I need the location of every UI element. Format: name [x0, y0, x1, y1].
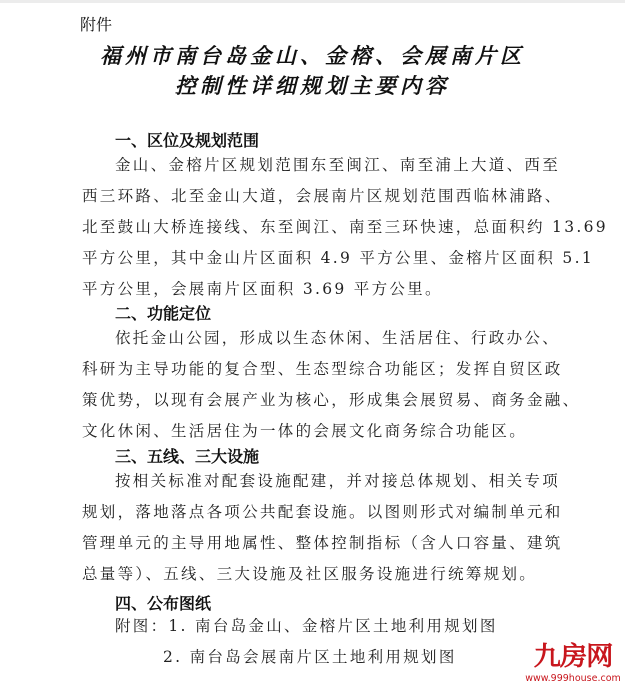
drawing-list-item: 2. 南台岛会展南片区土地利用规划图 — [163, 648, 457, 666]
section-body-function — [82, 323, 581, 447]
paragraph-line: 按相关标准对配套设施配建，并对接总体规划、相关专项 — [115, 472, 561, 490]
section-body-location — [82, 150, 608, 305]
section-heading-drawings: 四、公布图纸 — [115, 594, 212, 613]
paragraph-line: 西三环路、北至金山大道，会展南片区规划范围西临林浦路、 — [82, 187, 563, 205]
paragraph-line: 规划，落地落点各项公共配套设施。以图则形式对编制单元和 — [82, 503, 563, 521]
top-border — [0, 0, 625, 3]
paragraph-line: 北至鼓山大桥连接线、东至闽江、南至三环快速，总面积约 13.69 — [82, 218, 608, 236]
section-heading-function: 二、功能定位 — [115, 304, 212, 323]
section-heading-location: 一、区位及规划范围 — [115, 131, 260, 150]
section-body-drawings — [115, 611, 585, 673]
paragraph-line: 科研为主导功能的复合型、生态型综合功能区；发挥自贸区政 — [82, 360, 563, 378]
attachment-label: 附件 — [80, 15, 113, 34]
paragraph-line: 平方公里，其中金山片区面积 4.9 平方公里、金榕片区面积 5.1 — [82, 249, 594, 267]
paragraph-line: 策优势，以现有会展产业为核心，形成集会展贸易、商务金融、 — [82, 391, 581, 409]
paragraph-line: 文化休闲、生活居住为一体的会展文化商务综合功能区。 — [82, 422, 528, 440]
document-title-line2: 控制性详细规划主要内容 — [175, 73, 450, 98]
paragraph-line: 管理单元的主导用地属性、整体控制指标（含人口容量、建筑 — [82, 534, 563, 552]
section-heading-facilities: 三、五线、三大设施 — [115, 447, 260, 466]
drawing-list-item: 附图：1. 南台岛金山、金榕片区土地利用规划图 — [115, 617, 498, 635]
section-body-facilities — [82, 466, 563, 590]
paragraph-line: 平方公里，会展南片区面积 3.69 平方公里。 — [82, 280, 443, 298]
watermark — [521, 643, 625, 684]
paragraph-line: 金山、金榕片区规划范围东至闽江、南至浦上大道、西至 — [115, 156, 561, 174]
document-title-line1: 福州市南台岛金山、金榕、会展南片区 — [100, 43, 525, 68]
paragraph-line: 依托金山公园，形成以生态休闲、生活居住、行政办公、 — [115, 329, 561, 347]
paragraph-line: 总量等）、五线、三大设施及社区服务设施进行统筹规划。 — [82, 565, 538, 583]
watermark-url: www.999house.com — [525, 673, 621, 684]
watermark-logo: 九房网 — [533, 642, 613, 672]
